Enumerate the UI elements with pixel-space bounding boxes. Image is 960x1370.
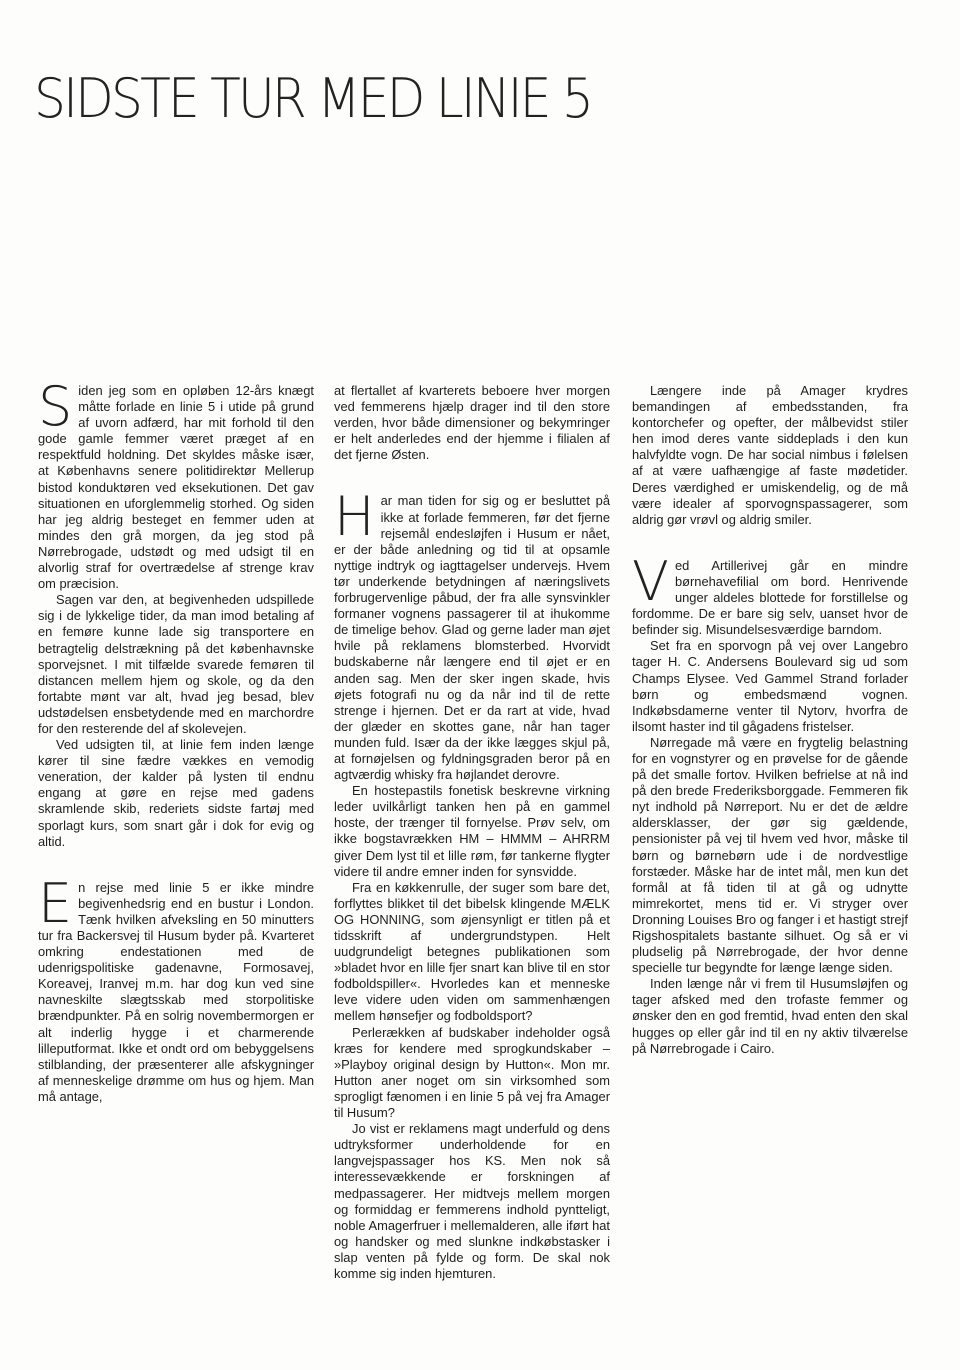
paragraph-text: ed Artillerivej går en mindre børnehavefilial om bord. Henrivende unger aldeles blottede for forstillelse og fordomme. De er bare sig selv, uanset hvor de befinder sig. Misundelsesværdige barndom. (632, 557, 908, 638)
paragraph: Længere inde på Amager krydres bemandingen af embedsstanden, fra kontorchefer og opefter, der målbevidst stiler hen imod deres vante siddeplads i den kun halvfyldte vogn. De har social nimbus i følelsen af at være uafhængige af faste mødetider. Deres værdighed er umiskendelig, og de må være idealer af sporvognspassagerer, som aldrig gør vrøvl og aldrig smiler. (632, 383, 908, 527)
paragraph (334, 485, 610, 783)
paragraph-text: ar man tiden for sig og er besluttet på ikke at forlade femmeren, før det fjerne rejsemål endesløjfen i Husum er nået, er der både anledning og tid til at opsamle nyttige indtryk og iagttagelser undervejs. Hvem tør underkende betydningen af næringslivets forbrugervenlige påbud, der fra alle synsvinkler formaner vognens passagerer til at ihukomme de timelige behov. Glad og gerne lader man øjet hvile på reklamens blomsterbed. Hvorvidt budskaberne når længere end til øjet er en anden sag. Men der sker ingen skade, hvis øjets fotografi nu og da når ind til de rette strenge i hjernen. Det er da rart at vide, hvad der glæder en skottes gane, når han tager munden fuld. Især da der ikke lægges skjul på, at fornøjelsen og fyldningsgraden beror på en agtværdig whisky fra højlandet derovre. (334, 493, 610, 783)
paragraph: Nørregade må være en frygtelig belastning for en vognstyrer og en prøvelse for de gående på det smalle fortov. Hvilken befrielse at nå ind på den brede Frederiksborggade. Femmeren fik nyt indhold på Nørreport. Nu er det de ældre aldersklasser, der gør sig gældende, pensionister på vej til hvem ved hvor, måske til børn og børnebørn ude i de nordvestlige forstæder. Måske har de intet mål, men kun det formål at få tiden til at gå og udnytte mimrekortet, mens tid er. Vi stryger over Dronning Louises Bro og fanger i et hastigt strejf Rigshospitalets bastante silhuet. Og så er vi pludselig på Nørrebrogade, der hvor denne specielle tur begyndte for længe længe siden. (632, 734, 908, 976)
paragraph: Sagen var den, at begivenheden udspillede sig i de lykkelige tider, da man imod betaling af en femøre kunne lade sig transportere en betragtelig delstrækning på det københavnske sporvejsnet. I mit tilfælde svarede femøren til distancen mellem hjem og skole, og da den fortabte mønt var alt, hvad jeg besad, blev udstødelsen ensbetydende med en marchordre for den resterende del af skolevejen. (38, 592, 314, 736)
drop-cap: H (334, 485, 375, 549)
paragraph (632, 549, 908, 638)
paragraph: Perlerækken af budskaber indeholder også kræs for kendere med sprogkundskaber – »Playboy original design by Hutton«. Mon mr. Hutton aner noget om sin virksomhed som sprogligt fænomen i en linie 5 på vej fra Amager til Husum? (334, 1024, 610, 1121)
text-column-1 (38, 375, 314, 1105)
paragraph: Ved udsigten til, at linie fem inden længe kører til sine fædre vækkes en vemodig veneration, der kalder på lysten til endnu engang at gøre en rejse med gadens skramlende skib, rederiets sidste fartøj med sporlagt kurs, som snart går i dok for evig og altid. (38, 737, 314, 849)
paragraph: at flertallet af kvarterets beboere hver morgen ved femmerens hjælp drager ind til den store verden, hvor både dimensioner og bekymringer er helt anderledes end der hjemme i filialen af det fjerne Østen. (334, 383, 610, 463)
paragraph-text: n rejse med linie 5 er ikke mindre begivenhedsrig end en bustur i London. Tænk hvilken afveksling en 50 minutters tur fra Backersvej til Husum byder på. Kvarteret omkring endestationen med de udenrigspolitiske gadenavne, Formosavej, Koreavej, Iranvej m.m. har dog kun ved sine navneskilte slægtsskab med storpolitiske brændpunkter. På en solrig novembermorgen er alt inderlig hygge i et charmerende lilleputformat. Ikke et ondt ord om bebyggelsens stilblanding, der præsenterer alle afskygninger af menneskelige drømme om hus og hjem. Man må antage, (38, 879, 314, 1104)
drop-cap: E (38, 871, 73, 935)
paragraph: Set fra en sporvogn på vej over Langebro tager H. C. Andersens Boulevard sig ud som Champs Elysee. Ved Gammel Strand forlader børn og embedsmænd vognen. Indkøbsdamerne venter til Nytorv, hvorfra de ilsomt haster ind til gågadens fristelser. (632, 638, 908, 734)
drop-cap: V (632, 549, 669, 613)
text-column-2 (334, 383, 610, 1282)
paragraph: Jo vist er reklamens magt underfuld og dens udtryksformer underholdende for en langvejspassager hos KS. Men nok så interessevækkende er forskningen af medpassagerer. Her midtvejs mellem morgen og formiddag er femmerens indhold pyntteligt, noble Amagerfruer i mellemalderen, alle iført hat og handsker og med slunkne indkøbstasker i slap venten på fylde og form. De skal nok komme sig inden hjemturen. (334, 1121, 610, 1281)
paragraph: En hostepastils fonetisk beskrevne virkning leder uvilkårligt tanken hen på en gammel hoste, der trænger til fornyelse. Prøv selv, om ikke bogstavrækken HM – HMMM – AHRRM giver Dem lyst til et lille røm, før tankerne flygter videre til andre emner inden for synsvidde. (334, 783, 610, 879)
text-column-3 (632, 383, 908, 1057)
paragraph (38, 375, 314, 592)
paragraph (38, 871, 314, 1105)
drop-cap: S (38, 375, 73, 438)
paragraph: Fra en køkkenrulle, der suger som bare det, forflyttes blikket til det bibelsk klingende MÆLK OG HONNING, som øjensynligt er titlen på et tidsskrift af undergrundstypen. Helt uudgrundeligt betegnes publikationen som »bladet hvor en lille fjer snart kan blive til en stor fodboldspiller«. Hvorledes kan et menneske leve videre uden viden om sammenhængen mellem hønsefjer og fodboldsport? (334, 879, 610, 1024)
paragraph-text: iden jeg som en opløben 12-års knægt måtte forlade en linie 5 i utide på grund af uvorn adfærd, har mit forhold til den gode gamle femmer været præget af en respektfuld holdning. Det skyldes måske især, at Københavns senere politidirektør Mellerup bistod konduktøren ved eksekutionen. Det gav situationen en uforglemmelig storhed. Og siden har jeg aldrig besteget en femmer uden at mindes den grå morgen, da jeg stod på Nørrebrogade, udstødt og med udsigt til en alvorlig straf for overtrædelse af strenge krav om præcision. (38, 383, 314, 592)
article-title: SIDSTE TUR MED LINIE 5 (34, 67, 592, 130)
paragraph: Inden længe når vi frem til Husumsløjfen og tager afsked med den trofaste femmer og ønsker den en god fremtid, hvad enten den skal hugges op eller går ind til en ny aktiv tilværelse på Nørrebrogade i Cairo. (632, 976, 908, 1056)
